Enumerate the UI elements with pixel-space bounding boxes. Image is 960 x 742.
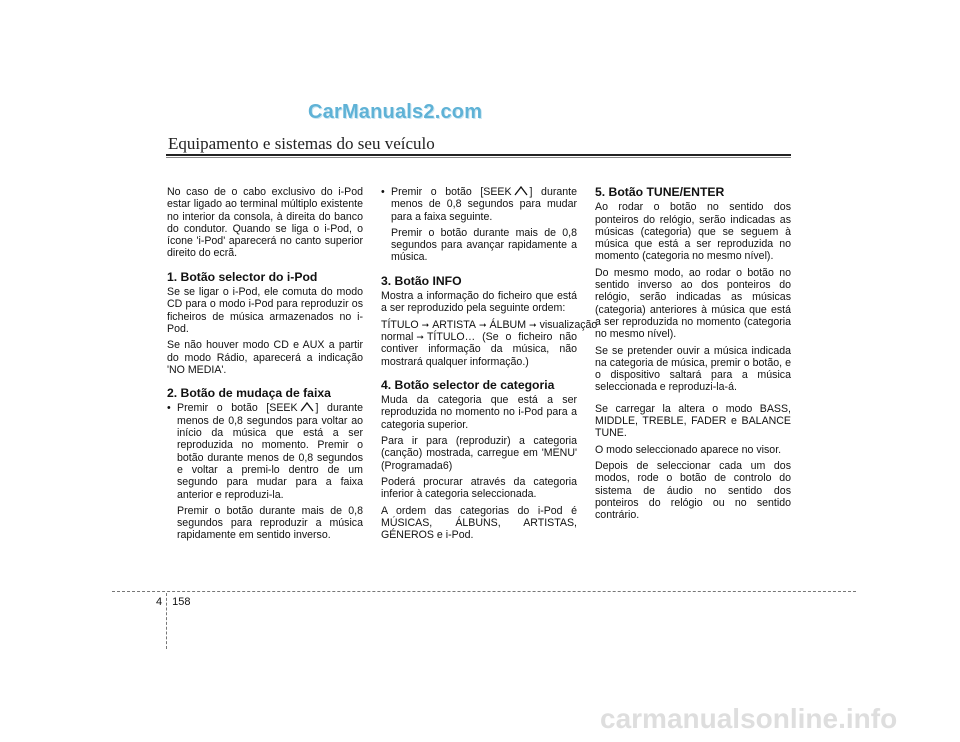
section-3-sequence (381, 318, 598, 368)
section-1-paragraph-2: Se não houver modo CD e AUX a partir do modo Rádio, aparecerá a indicação 'NO MEDIA'. (167, 339, 363, 376)
section-3-title: 3. Botão INFO (381, 273, 462, 288)
seq-album: ÁLBUM (489, 318, 527, 331)
seq-titulo-tail: TÍTULO… (Se o ficheiro não contiver informação da música, não mostrará qualquer informação.) (381, 330, 577, 368)
bullet-dot-icon: • (381, 186, 385, 198)
seek-next-bullet (381, 186, 577, 223)
section-3-paragraph-1: Mostra a informação do ficheiro que está a ser reproduzido pela seguinte ordem: (381, 290, 577, 315)
watermark-carmanualsonline: carmanualsonline.info (600, 703, 898, 734)
section-5-paragraph-5: O modo seleccionado aparece no visor. (595, 443, 782, 456)
seek-text-post: ] durante menos de 0,8 segundos para voltar ao início da música que está a ser reproduzida no momento. Premir o botão durante menos de 0,8 segundos e voltar a premi-lo dentro de um segundo para mudar para a faixa anterior e reproduzi-la. (177, 402, 363, 501)
section-2-bullet (167, 402, 363, 500)
section-4-paragraph-1: Muda da categoria que está a ser reproduzida no momento no i-Pod para a categoria superior. (381, 394, 577, 431)
seek-next-continuation: Premir o botão durante mais de 0,8 segundos para avançar rapidamente a música. (391, 226, 577, 264)
section-5-paragraph-1: Ao rodar o botão no sentido dos ponteiros do relógio, serão indicadas as músicas (categoria) que se seguem à música que está a ser reproduzida no momento (categoria no mesmo nível). (595, 201, 791, 263)
section-4-paragraph-4: A ordem das categorias do i-Pod é MÚSICAS, ÁLBUNS, ARTISTAS, GÉNEROS e i-Pod. (381, 504, 577, 542)
section-5-title: 5. Botão TUNE/ENTER (595, 185, 725, 199)
page-number (156, 596, 190, 608)
section-5-paragraph-4: Se carregar la altera o modo BASS, MIDDLE, TREBLE, FADER e BALANCE TUNE. (595, 402, 791, 440)
right-arrow-icon: ➞ (478, 319, 487, 330)
section-5-paragraph-3: Se se pretender ouvir a música indicada na categoria de música, premir o botão, e o dispositivo saltará para a música seleccionada e reproduzi-la-á. (595, 344, 791, 394)
column-1 (167, 186, 363, 546)
header-rule-thin (166, 157, 791, 158)
footer-dashed-rule (112, 591, 856, 592)
section-4-paragraph-2: Para ir para (reproduzir) a categoria (canção) mostrada, carregue em 'MENU' (Programada6) (381, 435, 577, 472)
intro-paragraph: No caso de o cabo exclusivo do i-Pod estar ligado ao terminal múltiplo existente no interior da consola, à direita do banco do condutor. Quando se liga o i-Pod, o ícone 'i-Pod' aparecerá no canto superior direito do ecrã. (167, 186, 363, 260)
seq-artista: ARTISTA (432, 318, 476, 331)
section-2-title: 2. Botão de mudaça de faixa (167, 386, 331, 401)
section-4-paragraph-3: Poderá procurar através da categoria inferior à categoria seleccionada. (381, 475, 577, 501)
right-arrow-icon: ➞ (416, 331, 424, 342)
section-5-paragraph-6: Depois de seleccionar cada um dos modos, rode o botão de controlo do sistema de áudio no sentido dos ponteiros do relógio ou no sentido contrário. (595, 459, 791, 522)
right-arrow-icon: ➞ (529, 319, 537, 330)
seek-text-pre: Premir o botão [SEEK (177, 402, 298, 415)
header-rule (166, 154, 791, 156)
bullet-dot-icon: • (167, 402, 171, 415)
seek-up-chevron-icon (513, 186, 529, 196)
seek-text-pre: Premir o botão [SEEK (391, 186, 512, 198)
section-4-title: 4. Botão selector de categoria (381, 377, 555, 392)
section-5-paragraph-2: Do mesmo modo, ao rodar o botão no sentido inverso ao dos ponteiros do relógio, serão indicadas as músicas (categoria) anteriores à música que está a ser reproduzida no momento (categoria no mesmo nível). (595, 266, 791, 341)
watermark-carmanuals: CarManuals2.com (308, 101, 483, 123)
column-2 (381, 186, 598, 545)
right-arrow-icon: ➞ (421, 319, 430, 330)
seek-text-post: ] durante menos de 0,8 segundos para mudar para a faixa seguinte. (391, 186, 577, 223)
seek-up-chevron-icon (299, 402, 315, 412)
chapter-number: 4 (156, 596, 163, 608)
section-1-title: 1. Botão selector do i-Pod (167, 269, 318, 284)
seq-visualizacao: visualização normal (381, 318, 598, 343)
seq-titulo: TÍTULO (381, 318, 419, 331)
page-header-title: Equipamento e sistemas do seu veículo (168, 134, 435, 153)
column-3 (595, 186, 791, 525)
section-2-bullet-continuation: Premir o botão durante mais de 0,8 segundos para reproduzir a música rapidamente em sentido inverso. (177, 504, 363, 542)
section-1-paragraph-1: Se se ligar o i-Pod, ele comuta do modo CD para o modo i-Pod para reproduzir os ficheiros de música armazenados no i-Pod. (167, 286, 363, 335)
page-number-value: 158 (172, 596, 191, 608)
